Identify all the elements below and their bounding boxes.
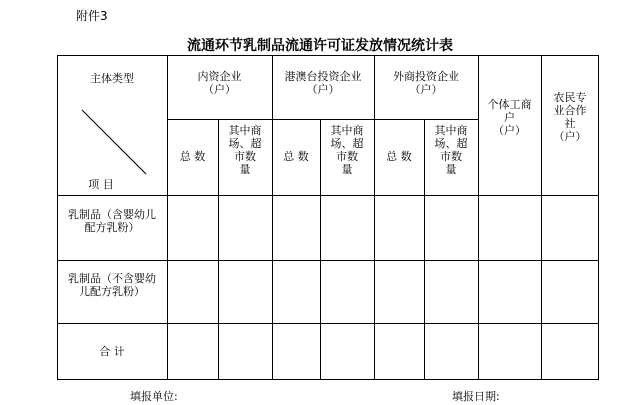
page-title: 流通环节乳制品流通许可证发放情况统计表 [187, 38, 453, 54]
row-label-total: 合 计 [99, 345, 125, 358]
corner-top-label: 主体类型 [90, 72, 134, 85]
group-header-hk-macao-taiwan: 港澳台投资企业 （户） [284, 70, 362, 96]
subheader-market-hmt: 其中商 场、超 市数 量 [330, 124, 364, 176]
group-header-domestic: 内资企业 （户） [197, 70, 242, 96]
subheader-market-domestic: 其中商 场、超 市数 量 [228, 124, 262, 176]
header-farmer-coop: 农民专 业合作 社 （户） [553, 91, 587, 143]
subheader-total-hmt: 总 数 [283, 150, 309, 163]
group-header-foreign: 外商投资企业 （户） [393, 70, 459, 96]
annex-label: 附件3 [76, 9, 108, 23]
footer-reporting-unit: 填报单位: [130, 390, 178, 403]
subheader-total-foreign: 总 数 [386, 150, 412, 163]
subheader-total-domestic: 总 数 [179, 150, 206, 163]
row-label-with-infant-formula: 乳制品（含婴幼儿 配方乳粉） [68, 208, 156, 234]
footer-reporting-date: 填报日期: [452, 390, 500, 403]
row-label-without-infant-formula: 乳制品（不含婴幼 儿配方乳粉） [68, 272, 156, 298]
header-individual-business: 个体工商 户 （户） [487, 98, 532, 137]
subheader-market-foreign: 其中商 场、超 市数 量 [434, 124, 468, 176]
corner-bottom-label: 项 目 [88, 178, 114, 191]
corner-diagonal [82, 110, 146, 174]
